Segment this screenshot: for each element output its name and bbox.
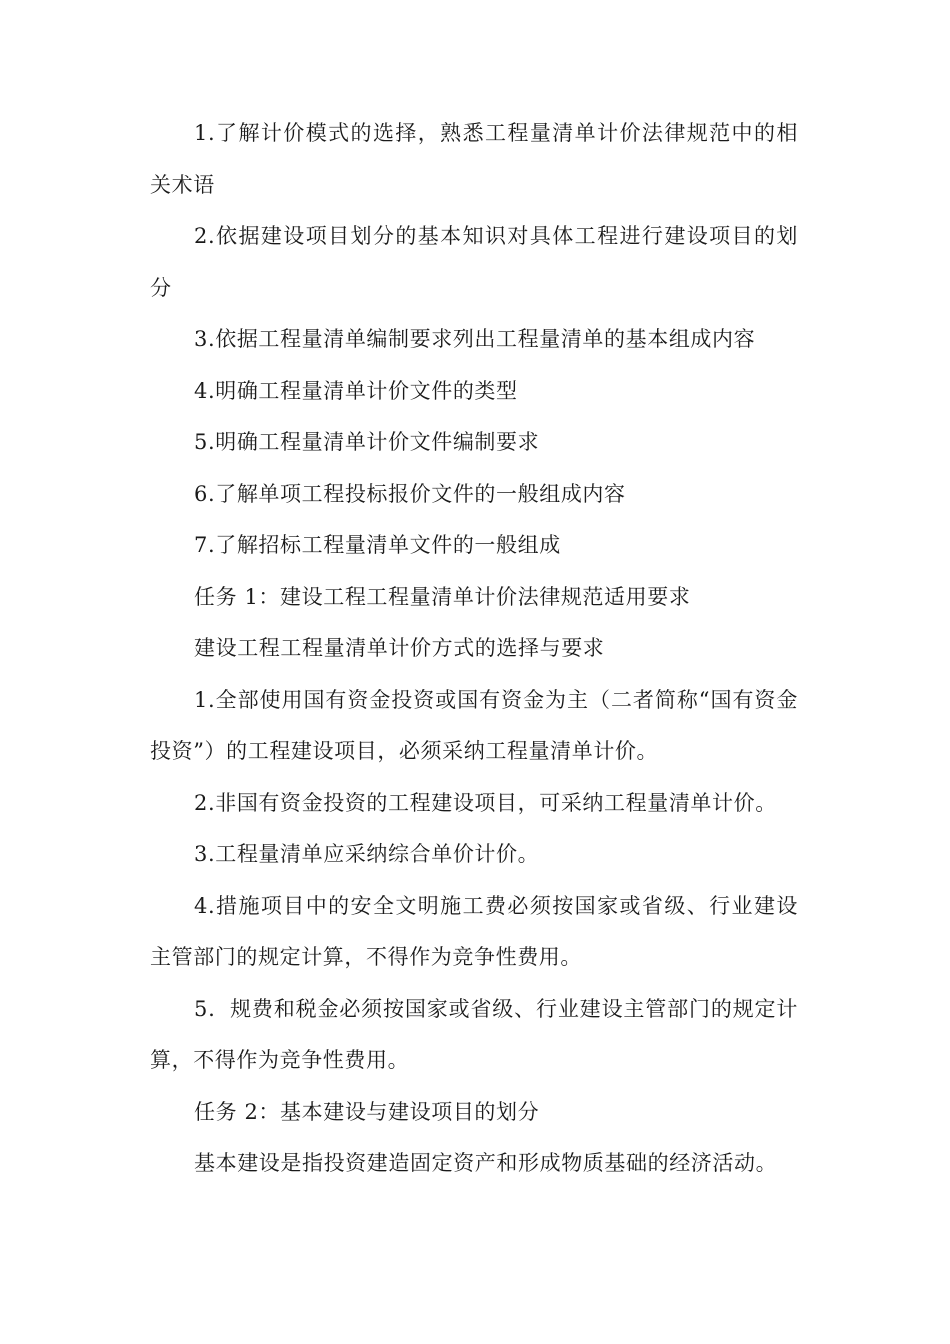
paragraph: 2.非国有资金投资的工程建设项目，可采纳工程量清单计价。 — [194, 790, 777, 815]
paragraph: 1.全部使用国有资金投资或国有资金为主（二者简称“国有资金投资”）的工程建设项目，必须采纳工程量清单计价。 — [150, 687, 798, 763]
paragraph: 4.措施项目中的安全文明施工费必须按国家或省级、行业建设主管部门的规定计算，不得作为竞争性费用。 — [150, 893, 798, 969]
document-page — [150, 108, 798, 1190]
section-heading: 任务 1：建设工程工程量清单计价法律规范适用要求 — [194, 584, 691, 609]
paragraph: 5．规费和税金必须按国家或省级、行业建设主管部门的规定计算，不得作为竞争性费用。 — [150, 996, 798, 1072]
paragraph: 3.工程量清单应采纳综合单价计价。 — [194, 842, 540, 866]
paragraph: 6.了解单项工程投标报价文件的一般组成内容 — [194, 481, 626, 506]
paragraph: 1.了解计价模式的选择，熟悉工程量清单计价法律规范中的相关术语 — [150, 121, 798, 197]
subsection-heading: 建设工程工程量清单计价方式的选择与要求 — [194, 636, 605, 660]
paragraph: 4.明确工程量清单计价文件的类型 — [194, 378, 518, 403]
section-heading: 任务 2：基本建设与建设项目的划分 — [194, 1099, 540, 1124]
paragraph: 2.依据建设项目划分的基本知识对具体工程进行建设项目的划分 — [150, 224, 798, 300]
paragraph: 7.了解招标工程量清单文件的一般组成 — [194, 533, 561, 557]
paragraph: 基本建设是指投资建造固定资产和形成物质基础的经济活动。 — [194, 1151, 778, 1175]
paragraph: 3.依据工程量清单编制要求列出工程量清单的基本组成内容 — [194, 327, 756, 351]
paragraph: 5.明确工程量清单计价文件编制要求 — [194, 430, 540, 454]
